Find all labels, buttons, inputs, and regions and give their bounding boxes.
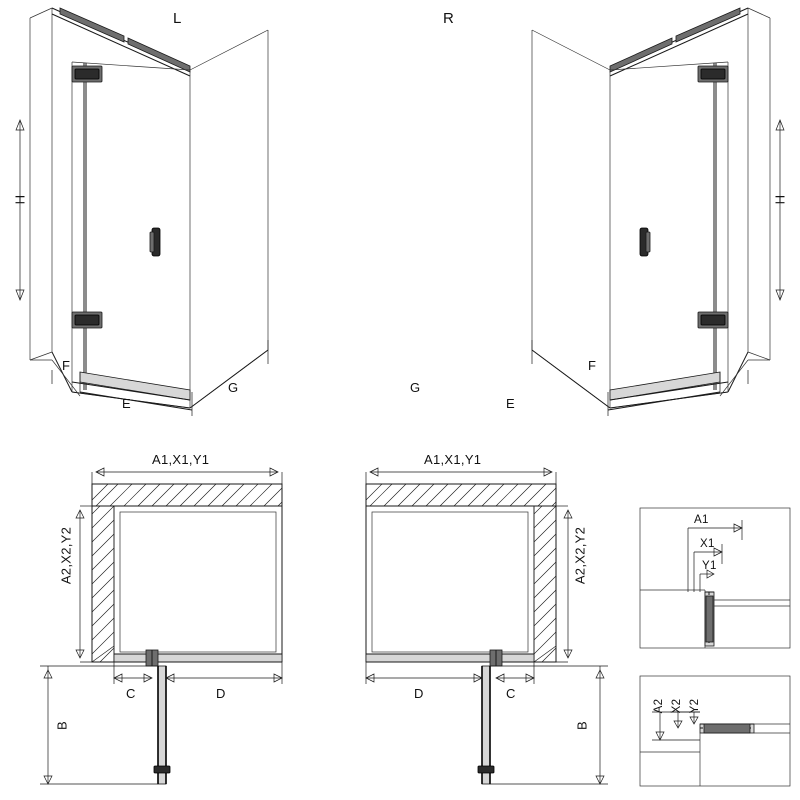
detail-view-upper	[640, 508, 790, 648]
label-top-dim-left: A1,X1,Y1	[152, 452, 210, 467]
label-e-right: E	[506, 396, 515, 411]
label-side-dim-left: A2,X2,Y2	[58, 526, 74, 585]
label-c-left: C	[126, 686, 136, 701]
label-detail-y1: Y1	[702, 560, 717, 572]
label-b-left: B	[54, 721, 70, 730]
label-height-right: H	[772, 194, 788, 205]
label-detail-y2: Y2	[689, 698, 701, 714]
left-plan-view	[40, 468, 282, 784]
label-top-dim-right: A1,X1,Y1	[424, 452, 482, 467]
label-f-right: F	[588, 358, 597, 373]
label-g-right: G	[410, 380, 421, 395]
label-detail-a2: A2	[653, 698, 665, 714]
label-g-left: G	[228, 380, 239, 395]
label-view-right: R	[443, 10, 455, 27]
label-b-right: B	[574, 721, 590, 730]
label-e-left: E	[122, 396, 131, 411]
label-height-left: H	[12, 194, 28, 205]
label-detail-a1: A1	[694, 514, 709, 526]
label-d-right: D	[414, 686, 424, 701]
detail-view-lower	[640, 676, 790, 786]
left-iso-view	[16, 8, 268, 416]
label-d-left: D	[216, 686, 226, 701]
label-view-left: L	[173, 10, 182, 27]
label-f-left: F	[62, 358, 71, 373]
label-detail-x1: X1	[700, 538, 715, 550]
label-c-right: C	[506, 686, 516, 701]
right-iso-view	[532, 8, 784, 416]
label-side-dim-right: A2,X2,Y2	[572, 526, 588, 585]
label-detail-x2: X2	[671, 698, 683, 714]
